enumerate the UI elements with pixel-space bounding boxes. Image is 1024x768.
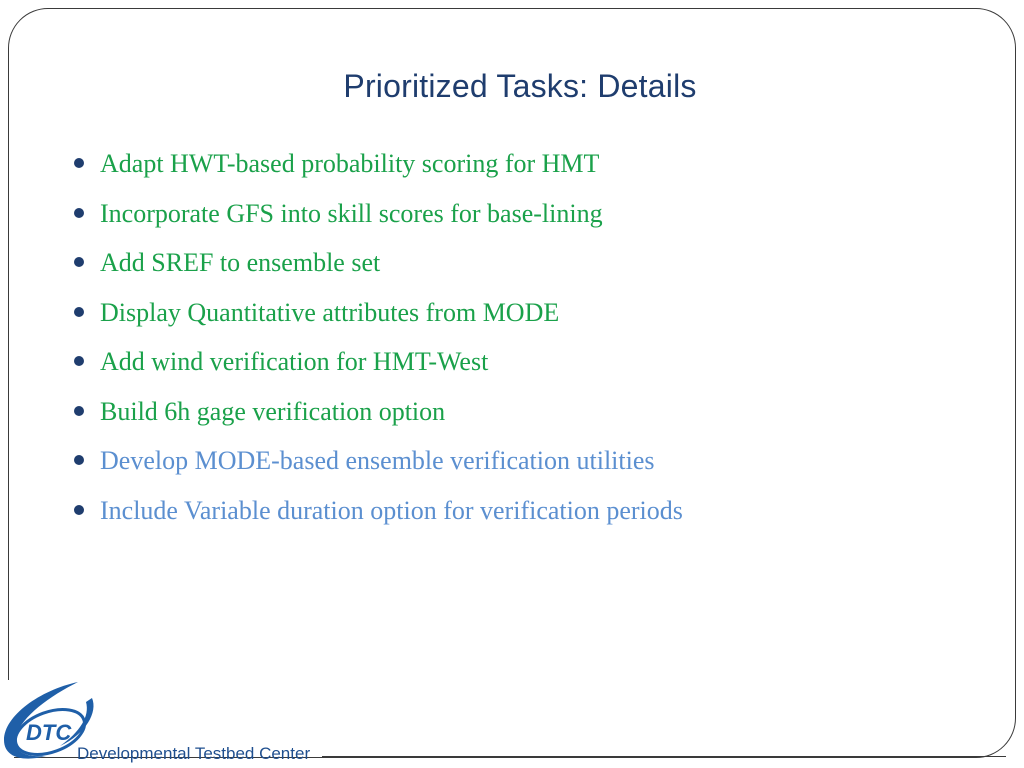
bullet-dot-icon [74,158,84,168]
bullet-item [72,392,683,442]
bullet-dot-icon [74,455,84,465]
bullet-item [72,144,683,194]
logo-abbrev: DTC [26,720,72,745]
bullet-dot-icon [74,257,84,267]
bullet-dot-icon [74,307,84,317]
bullet-item [72,342,683,392]
bullet-item [72,491,683,541]
bullet-dot-icon [74,406,84,416]
bullet-text: Include Variable duration option for verification periods [100,495,683,525]
bullet-text: Develop MODE-based ensemble verification utilities [100,446,655,475]
bullet-item [72,243,683,293]
bullet-text: Add SREF to ensemble set [100,248,381,277]
bullet-text: Display Quantitative attributes from MODE [100,297,560,327]
bullet-text: Build 6h gage verification option [100,396,446,426]
footer-rule [322,756,1006,757]
bullet-text: Adapt HWT-based probability scoring for HMT [100,149,600,178]
logo-organization-name: Developmental Testbed Center [77,744,311,763]
bullet-item [72,293,683,343]
bullet-dot-icon [74,505,84,515]
bullet-item [72,441,683,491]
bullet-list [72,144,683,540]
bullet-item [72,194,683,244]
bullet-dot-icon [74,356,84,366]
slide-title: Prioritized Tasks: Details [343,68,697,104]
bullet-dot-icon [74,208,84,218]
bullet-text: Add wind verification for HMT-West [100,347,489,376]
bullet-text: Incorporate GFS into skill scores for base-lining [100,198,603,228]
